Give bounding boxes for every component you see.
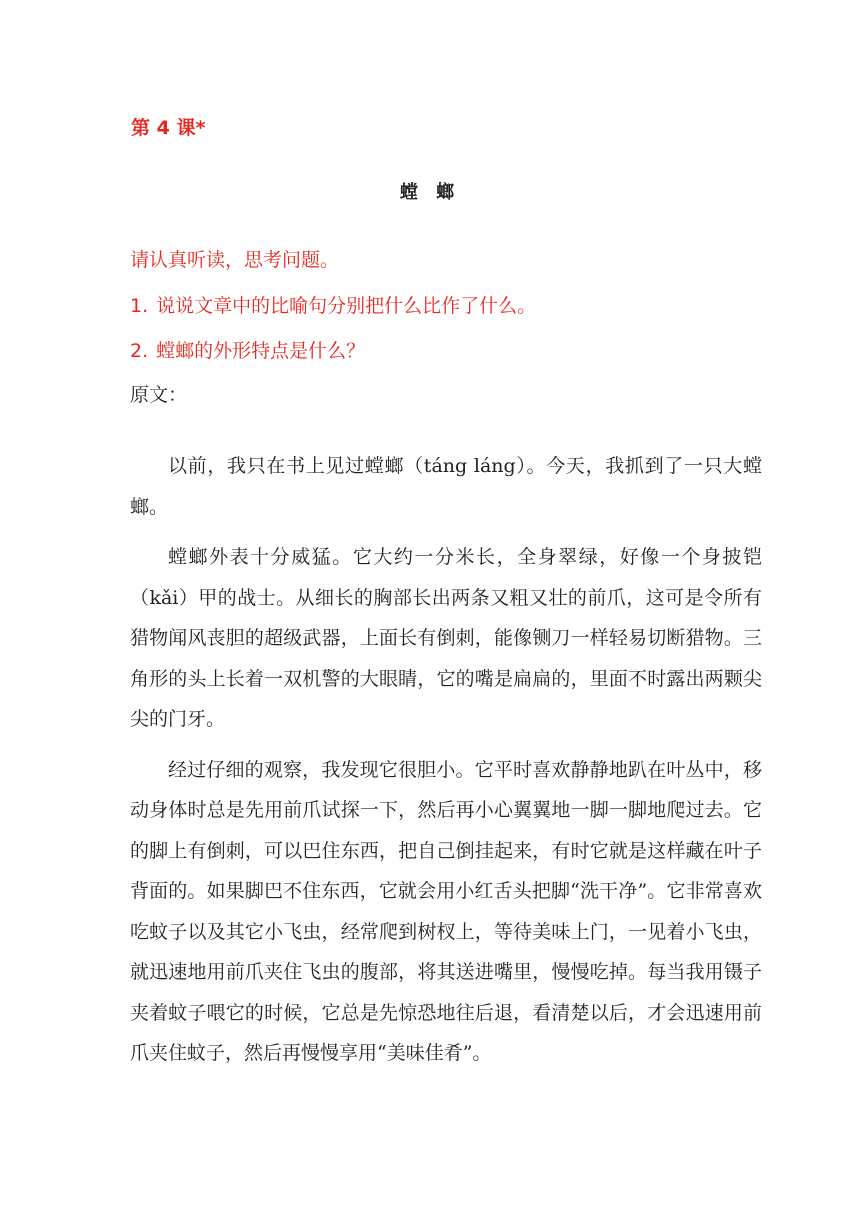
- article-title: 螳 螂: [399, 182, 461, 203]
- question-number: 2.: [130, 340, 149, 362]
- question-number: 1.: [130, 295, 149, 317]
- question-item: [130, 293, 536, 319]
- prompt-intro: 请认真听读，思考问题。: [130, 249, 340, 271]
- question-item: [130, 338, 365, 364]
- article-body: [130, 446, 762, 1084]
- question-text: 螳螂的外形特点是什么？: [156, 340, 366, 362]
- paragraph: 以前，我只在书上见过螳螂（táng láng）。今天，我抓到了一只大螳螂。: [130, 455, 762, 518]
- paragraph: 螳螂外表十分威猛。它大约一分米长，全身翠绿，好像一个身披铠（kǎi）甲的战士。从细长的胸部长出两条又粗又壮的前爪，这可是令所有猎物闻风丧胆的超级武器，上面长有倒刺，能像铡刀一样轻易切断猎物。三角形的头上长着一双机警的大眼睛，它的嘴是扁扁的，里面不时露出两颗尖尖的门牙。: [130, 546, 762, 730]
- lesson-title: 第 4 课*: [131, 117, 206, 139]
- original-text-label: 原文：: [130, 384, 188, 406]
- question-text: 说说文章中的比喻句分别把什么比作了什么。: [156, 295, 537, 317]
- paragraph: 经过仔细的观察，我发现它很胆小。它平时喜欢静静地趴在叶丛中，移动身体时总是先用前爪试探一下，然后再小心翼翼地一脚一脚地爬过去。它的脚上有倒刺，可以巴住东西，把自己倒挂起来，有时它就是这样藏在叶子背面的。如果脚巴不住东西，它就会用小红舌头把脚“洗干净”。它非常喜欢吃蚊子以及其它小飞虫，经常爬到树杈上，等待美味上门，一见着小飞虫，就迅速地用前爪夹住飞虫的腹部，将其送进嘴里，慢慢吃掉。每当我用镊子夹着蚊子喂它的时候，它总是先惊恐地往后退，看清楚以后，才会迅速用前爪夹住蚊子，然后再慢慢享用“美味佳肴”。: [130, 758, 762, 1064]
